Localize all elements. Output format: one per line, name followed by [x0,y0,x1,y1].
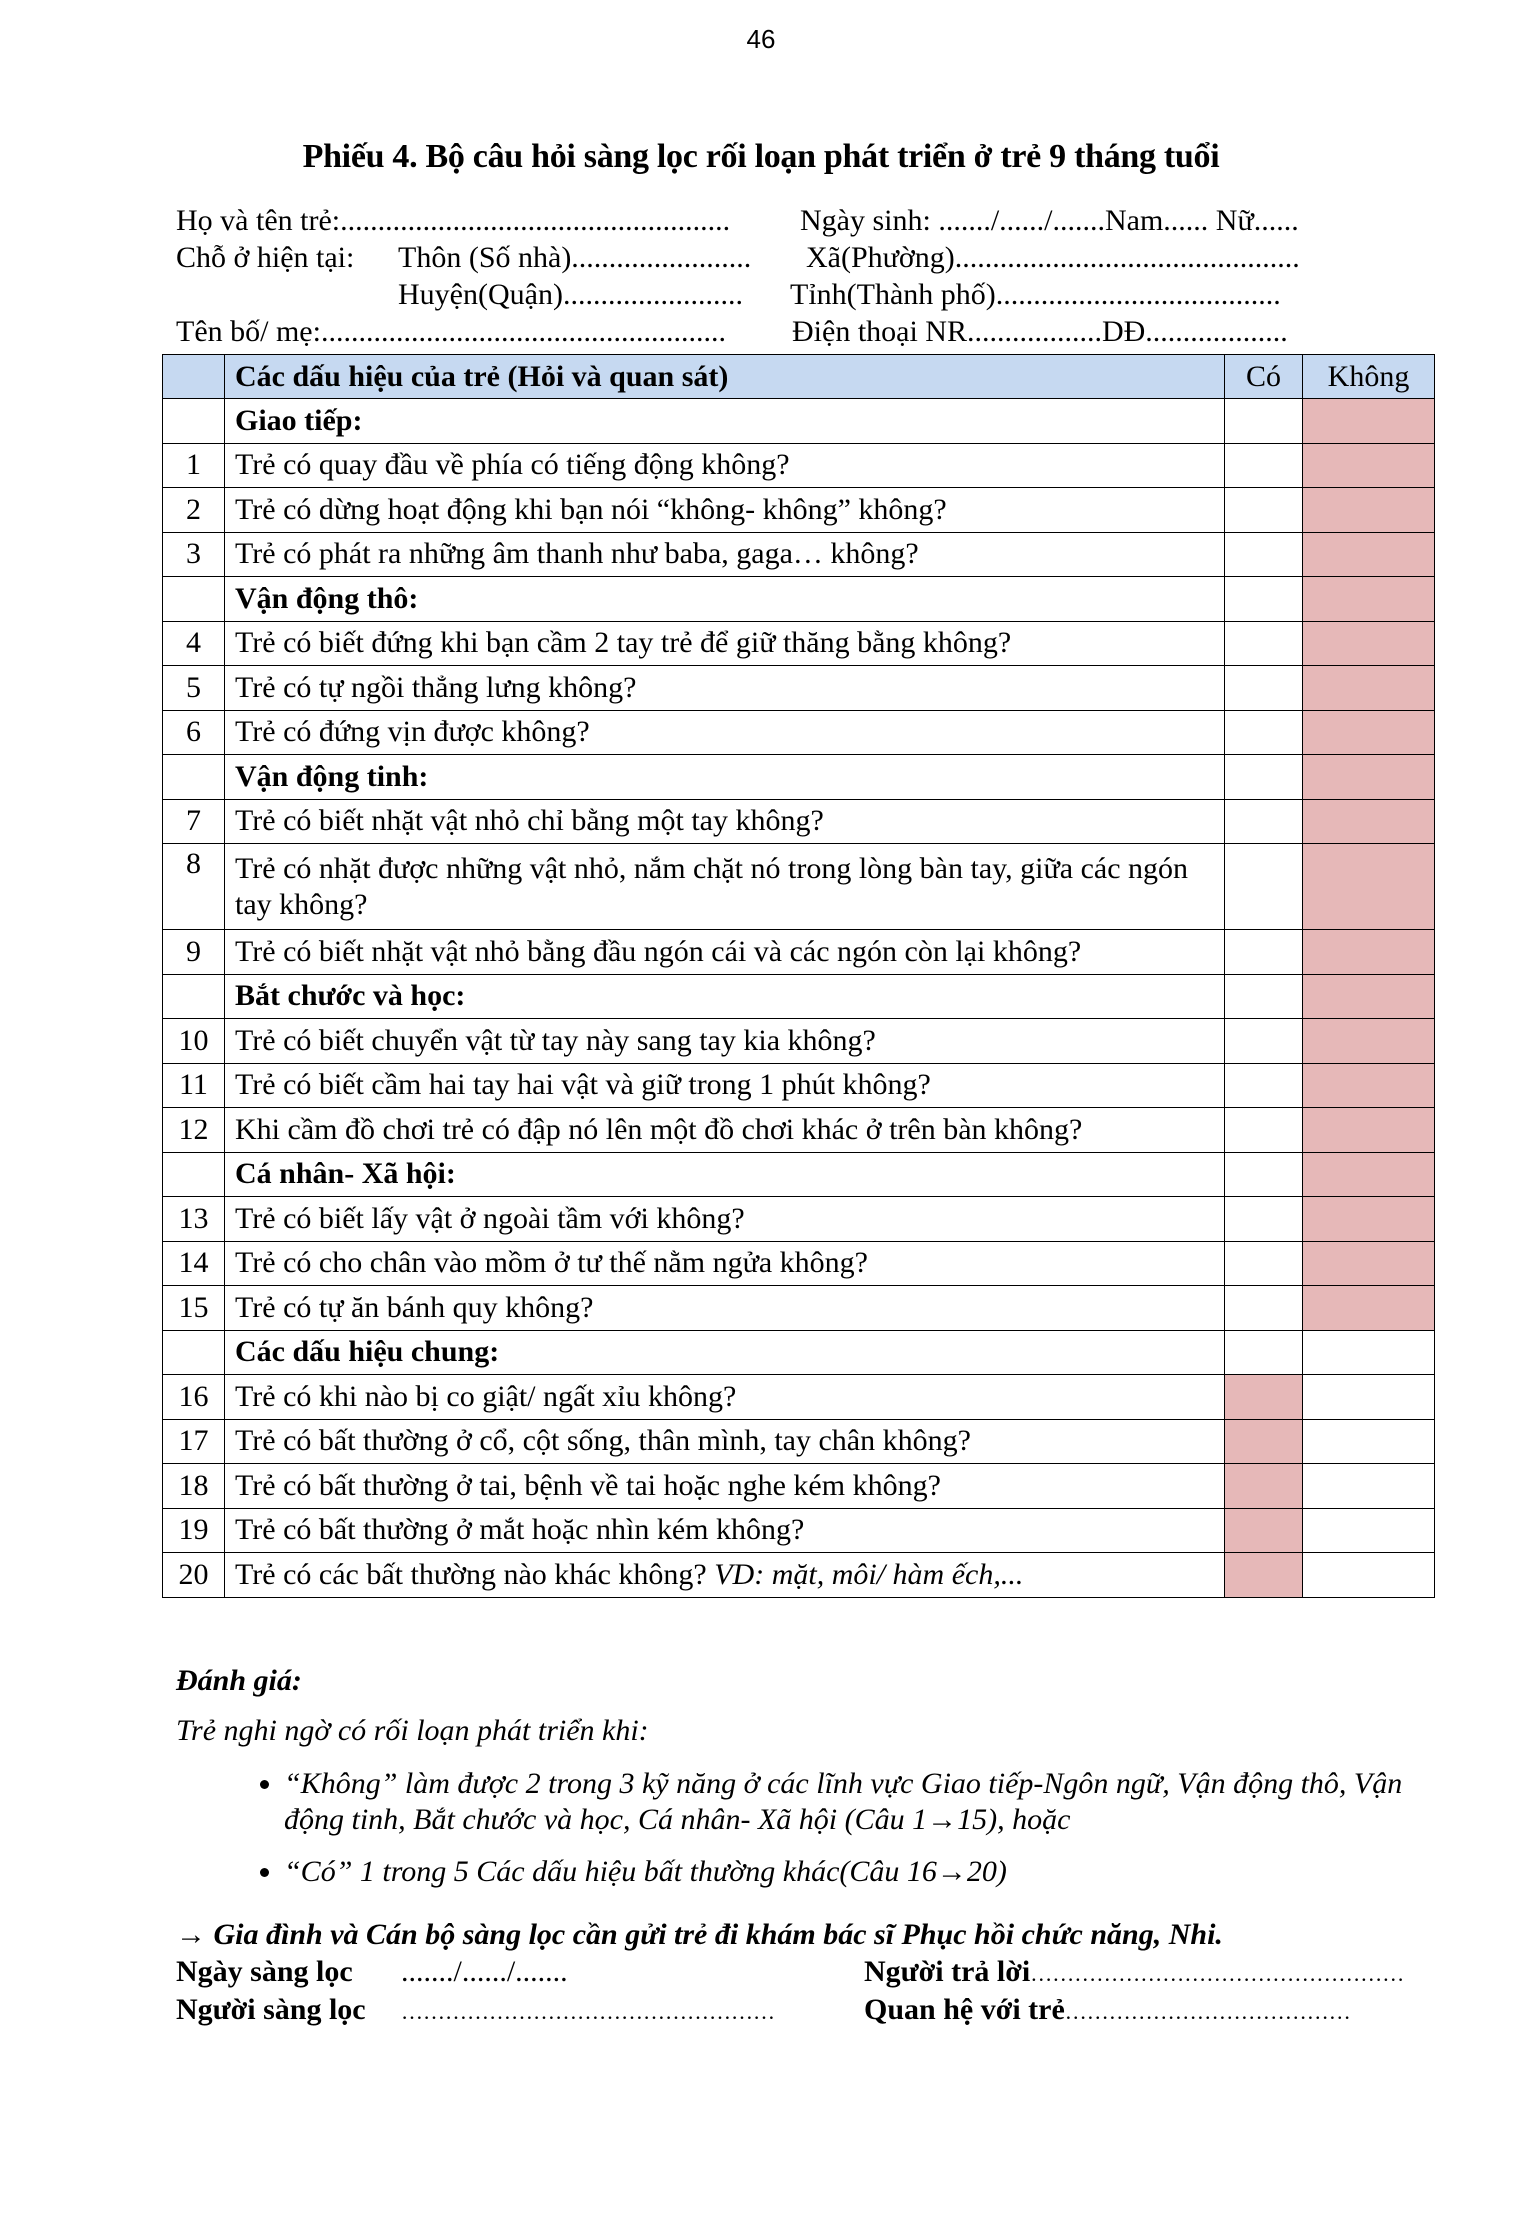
residence-label: Chỗ ở hiện tại: [176,241,355,274]
no-cell[interactable] [1303,488,1435,533]
no-cell[interactable] [1303,1508,1435,1553]
no-cell[interactable] [1303,1375,1435,1420]
no-cell[interactable] [1303,799,1435,844]
table-row: 18 Trẻ có bất thường ở tai, bệnh về tai hoặc nghe kém không? [163,1464,1435,1509]
table-row: 17 Trẻ có bất thường ở cổ, cột sống, thân mình, tay chân không? [163,1419,1435,1464]
table-row: 10 Trẻ có biết chuyển vật từ tay này sang tay kia không? [163,1019,1435,1064]
section-row [163,755,1435,800]
no-cell[interactable] [1303,1019,1435,1064]
header-yes: Có [1225,355,1303,399]
table-row: 5 Trẻ có tự ngồi thẳng lưng không? [163,666,1435,711]
yes-cell[interactable] [1225,1464,1303,1509]
no-cell[interactable] [1303,443,1435,488]
header-num-cell [163,355,225,399]
no-cell[interactable] [1303,1464,1435,1509]
no-cell[interactable] [1303,1419,1435,1464]
yes-cell[interactable] [1225,799,1303,844]
no-cell[interactable] [1303,974,1435,1019]
no-cell[interactable] [1303,666,1435,711]
signature-block [176,1955,1436,2031]
no-cell[interactable] [1303,1197,1435,1242]
section-gross-motor: Vận động thô: [225,577,1225,622]
section-imitation-learning: Bắt chước và học: [225,974,1225,1019]
yes-cell[interactable] [1225,666,1303,711]
no-cell[interactable] [1303,930,1435,975]
relation-label: Quan hệ với trẻ [864,1993,1065,2026]
parent-name-field[interactable]: Tên bố/ mẹ:...................................................... [176,315,726,348]
table-row: 13 Trẻ có biết lấy vật ở ngoài tầm với không? [163,1197,1435,1242]
criteria-item: • “Có” 1 trong 5 Các dấu hiệu bất thường khác(Câu 16→20) [284,1854,1436,1890]
yes-cell[interactable] [1225,1375,1303,1420]
screen-date-field[interactable]: ......./....../....... [401,1955,568,1988]
header-signs: Các dấu hiệu của trẻ (Hỏi và quan sát) [225,355,1225,399]
district-field[interactable]: Huyện(Quận)........................ [398,278,743,311]
yes-cell[interactable] [1225,974,1303,1019]
table-row: 20 Trẻ có các bất thường nào khác không? VD: mặt, môi/ hàm ếch,... [163,1553,1435,1598]
yes-cell[interactable] [1225,1108,1303,1153]
table-row: 12 Khi cầm đồ chơi trẻ có đập nó lên một đồ chơi khác ở trên bàn không? [163,1108,1435,1153]
table-row: 19 Trẻ có bất thường ở mắt hoặc nhìn kém không? [163,1508,1435,1553]
no-cell[interactable] [1303,1553,1435,1598]
no-cell[interactable] [1303,1241,1435,1286]
referral-conclusion: → Gia đình và Cán bộ sàng lọc cần gửi trẻ đi khám bác sĩ Phục hồi chức năng, Nhi. [176,1918,1223,1951]
section-fine-motor: Vận động tinh: [225,755,1225,800]
no-cell[interactable] [1303,399,1435,444]
no-cell[interactable] [1303,755,1435,800]
screening-table [162,354,1435,1598]
yes-cell[interactable] [1225,755,1303,800]
yes-cell[interactable] [1225,930,1303,975]
dob-gender-field[interactable]: Ngày sinh: ......./....../.......Nam...... Nữ...... [800,204,1299,237]
table-row: 11 Trẻ có biết cầm hai tay hai vật và giữ trong 1 phút không? [163,1063,1435,1108]
section-row [163,1330,1435,1375]
assessment-heading: Đánh giá: [176,1664,302,1697]
yes-cell[interactable] [1225,1553,1303,1598]
yes-cell[interactable] [1225,710,1303,755]
phone-field[interactable]: Điện thoại NR..................DĐ................... [792,315,1288,348]
table-row: 2 Trẻ có dừng hoạt động khi bạn nói “không- không” không? [163,488,1435,533]
yes-cell[interactable] [1225,1286,1303,1331]
question-text: Trẻ có các bất thường nào khác không? [235,1557,707,1591]
yes-cell[interactable] [1225,399,1303,444]
province-field[interactable]: Tỉnh(Thành phố)...................................... [790,278,1281,311]
section-communication: Giao tiếp: [225,399,1225,444]
no-cell[interactable] [1303,532,1435,577]
yes-cell[interactable] [1225,1419,1303,1464]
yes-cell[interactable] [1225,443,1303,488]
yes-cell[interactable] [1225,1019,1303,1064]
screen-date-label: Ngày sàng lọc [176,1955,353,1988]
section-general-signs: Các dấu hiệu chung: [225,1330,1225,1375]
form-title: Phiếu 4. Bộ câu hỏi sàng lọc rối loạn phát triển ở trẻ 9 tháng tuổi [302,138,1220,175]
yes-cell[interactable] [1225,1330,1303,1375]
assessment-intro: Trẻ nghi ngờ có rối loạn phát triển khi: [176,1714,649,1747]
section-row [163,1152,1435,1197]
yes-cell[interactable] [1225,1063,1303,1108]
no-cell[interactable] [1303,1330,1435,1375]
table-row: 8 Trẻ có nhặt được những vật nhỏ, nắm chặt nó trong lòng bàn tay, giữa các ngón tay không? [163,844,1435,930]
no-cell[interactable] [1303,577,1435,622]
no-cell[interactable] [1303,1286,1435,1331]
criteria-item: • “Không” làm được 2 trong 3 kỹ năng ở các lĩnh vực Giao tiếp-Ngôn ngữ, Vận động thô, Vận động tinh, Bắt chước và học, Cá nhân- Xã hội (Câu 1→15), hoặc [284,1766,1436,1838]
yes-cell[interactable] [1225,1508,1303,1553]
yes-cell[interactable] [1225,844,1303,930]
yes-cell[interactable] [1225,577,1303,622]
no-cell[interactable] [1303,1152,1435,1197]
table-row: 15 Trẻ có tự ăn bánh quy không? [163,1286,1435,1331]
child-name-field[interactable]: Họ và tên trẻ:.................................................... [176,204,731,237]
no-cell[interactable] [1303,1063,1435,1108]
yes-cell[interactable] [1225,1241,1303,1286]
no-cell[interactable] [1303,1108,1435,1153]
page-number: 46 [746,24,776,54]
no-cell[interactable] [1303,710,1435,755]
screener-field[interactable]: …………………………………………… [401,1999,775,2024]
section-row [163,974,1435,1019]
yes-cell[interactable] [1225,1152,1303,1197]
table-row: 16 Trẻ có khi nào bị co giật/ ngất xỉu không? [163,1375,1435,1420]
yes-cell[interactable] [1225,532,1303,577]
table-row: 4 Trẻ có biết đứng khi bạn cầm 2 tay trẻ để giữ thăng bằng không? [163,621,1435,666]
section-row [163,399,1435,444]
table-row: 14 Trẻ có cho chân vào mồm ở tư thế nằm ngửa không? [163,1241,1435,1286]
table-row: 6 Trẻ có đứng vịn được không? [163,710,1435,755]
criteria-list [176,1766,1436,1890]
commune-field[interactable]: Xã(Phường).............................................. [806,241,1300,274]
village-field[interactable]: Thôn (Số nhà)........................ [398,241,752,274]
table-row: 3 Trẻ có phát ra những âm thanh như baba, gaga… không? [163,532,1435,577]
section-personal-social: Cá nhân- Xã hội: [225,1152,1225,1197]
screener-label: Người sàng lọc [176,1993,366,2026]
assessment-section [176,1664,1436,1906]
yes-cell[interactable] [1225,1197,1303,1242]
yes-cell[interactable] [1225,621,1303,666]
question-example: VD: mặt, môi/ hàm ếch,... [714,1557,1024,1591]
yes-cell[interactable] [1225,488,1303,533]
table-row: 7 Trẻ có biết nhặt vật nhỏ chỉ bằng một tay không? [163,799,1435,844]
respondent-label: Người trả lời [864,1955,1031,1988]
no-cell[interactable] [1303,844,1435,930]
no-cell[interactable] [1303,621,1435,666]
section-row [163,577,1435,622]
table-header-row [163,355,1435,399]
header-no: Không [1303,355,1435,399]
relation-field[interactable]: ………………………………… [1064,1999,1351,2024]
child-info-block [176,202,1436,350]
table-row: 9 Trẻ có biết nhặt vật nhỏ bằng đầu ngón cái và các ngón còn lại không? [163,930,1435,975]
respondent-field[interactable]: …………………………………………… [1030,1961,1405,1986]
table-row: 1 Trẻ có quay đầu về phía có tiếng động không? [163,443,1435,488]
